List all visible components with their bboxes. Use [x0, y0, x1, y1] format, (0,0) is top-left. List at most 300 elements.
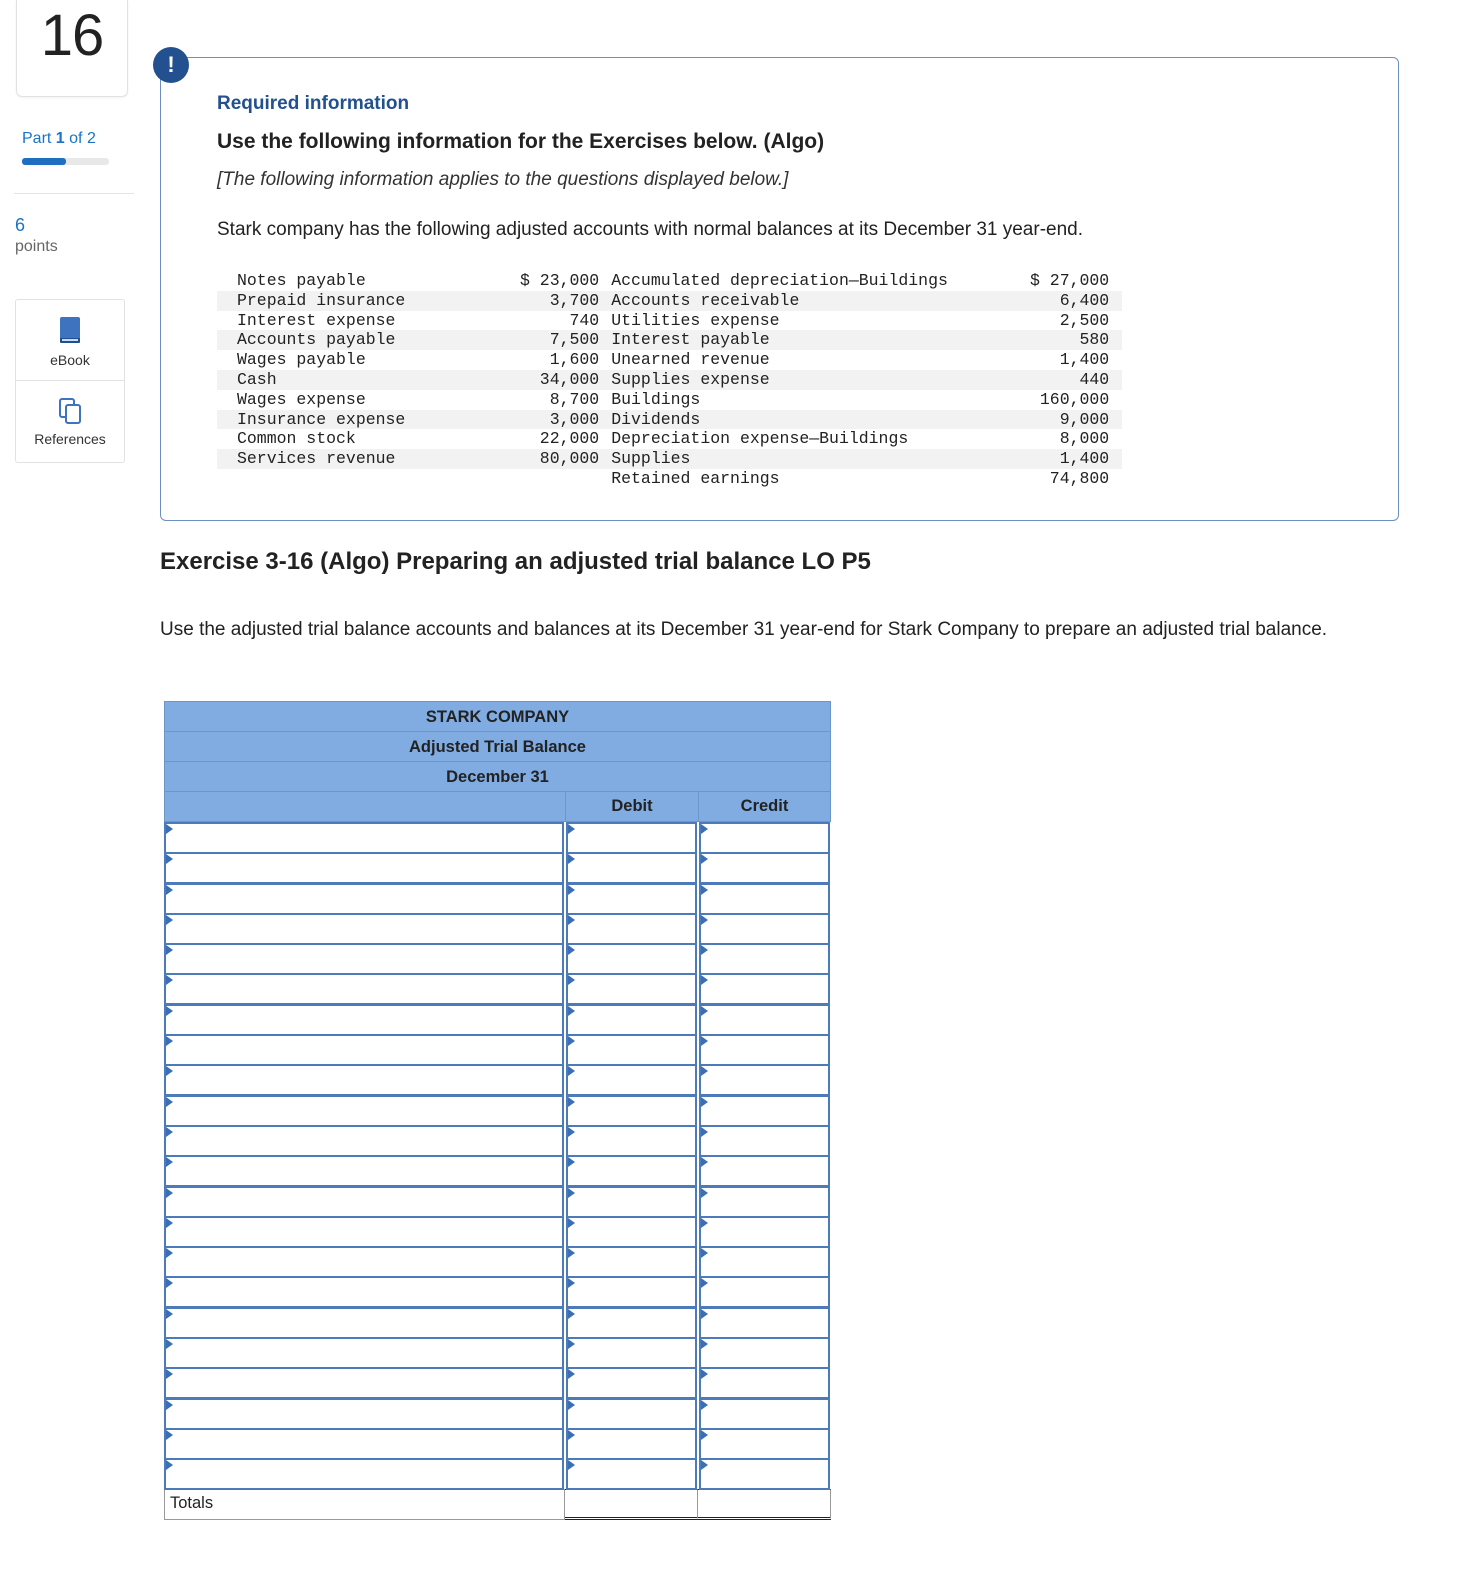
- account-name: Accounts receivable: [611, 291, 981, 311]
- tb-account-cell: [164, 1186, 564, 1218]
- tb-debit-cell: [566, 1246, 697, 1278]
- tb-credit-cell: [699, 1367, 830, 1399]
- dropdown-marker-icon: [166, 1460, 173, 1470]
- account-name: Supplies expense: [611, 370, 981, 390]
- account-amount: $ 23,000: [520, 271, 600, 290]
- account-row: [217, 370, 1122, 390]
- tb-row: [164, 1004, 831, 1034]
- tb-credit-cell: [699, 1155, 830, 1187]
- tb-credit-cell: [699, 1246, 830, 1278]
- tb-debit-cell: [566, 1064, 697, 1096]
- points-value: 6: [15, 215, 26, 235]
- account-amount: 7,500: [520, 330, 611, 350]
- tb-credit-input[interactable]: [709, 1190, 826, 1216]
- tb-debit-cell: [566, 1367, 697, 1399]
- tb-rows: [164, 822, 831, 1489]
- required-info-title: Required information: [217, 93, 410, 114]
- tb-debit-cell: [566, 1095, 697, 1127]
- tb-account-input[interactable]: [174, 1371, 560, 1397]
- tb-debit-input[interactable]: [576, 1341, 693, 1367]
- account-amount: [520, 469, 611, 489]
- tb-credit-input[interactable]: [709, 826, 826, 852]
- ebook-button[interactable]: [16, 300, 124, 381]
- account-name: [217, 469, 520, 489]
- dropdown-marker-icon: [568, 1369, 575, 1379]
- tb-account-cell: [164, 1337, 564, 1369]
- tb-credit-input[interactable]: [709, 887, 826, 913]
- tb-row: [164, 1458, 831, 1488]
- dropdown-marker-icon: [568, 1460, 575, 1470]
- dropdown-marker-icon: [701, 1460, 708, 1470]
- dropdown-marker-icon: [166, 1248, 173, 1258]
- tb-statement: Adjusted Trial Balance: [164, 731, 831, 761]
- account-row: [217, 390, 1122, 410]
- tb-row: [164, 852, 831, 882]
- tb-debit-input[interactable]: [576, 1402, 693, 1428]
- dropdown-marker-icon: [568, 1400, 575, 1410]
- dropdown-marker-icon: [568, 1006, 575, 1016]
- dropdown-marker-icon: [701, 885, 708, 895]
- dropdown-marker-icon: [166, 1006, 173, 1016]
- tb-account-input[interactable]: [174, 1250, 560, 1276]
- tb-row: [164, 1216, 831, 1246]
- tb-row: [164, 1276, 831, 1306]
- account-amount: $ 27,000: [1030, 271, 1110, 290]
- account-name: Common stock: [237, 429, 356, 449]
- tb-debit-cell: [566, 1155, 697, 1187]
- tb-account-cell: [164, 1276, 564, 1308]
- account-row: [217, 469, 1122, 489]
- tb-account-cell: [164, 1458, 564, 1490]
- tb-debit-cell: [566, 1307, 697, 1339]
- account-amount: 3,000: [520, 410, 611, 430]
- dropdown-marker-icon: [701, 1097, 708, 1107]
- part-indicator: [22, 130, 96, 148]
- account-name: Buildings: [611, 389, 701, 409]
- tb-debit-cell: [566, 973, 697, 1005]
- account-name: Prepaid insurance: [217, 291, 520, 311]
- account-name: Supplies: [611, 449, 981, 469]
- dropdown-marker-icon: [701, 854, 708, 864]
- tb-credit-cell: [699, 1125, 830, 1157]
- tb-credit-cell: [699, 1458, 830, 1490]
- tb-account-cell: [164, 1095, 564, 1127]
- account-amount: 440: [981, 370, 1122, 390]
- tb-account-input[interactable]: [174, 1190, 560, 1216]
- tb-row: [164, 1307, 831, 1337]
- tb-account-input[interactable]: [174, 1341, 560, 1367]
- tb-debit-input[interactable]: [576, 947, 693, 973]
- tb-credit-input[interactable]: [709, 1008, 826, 1034]
- tb-credit-cell: [699, 913, 830, 945]
- dropdown-marker-icon: [701, 1400, 708, 1410]
- account-amount: 8,000: [1059, 429, 1110, 449]
- tb-row: [164, 913, 831, 943]
- intro-text: Stark company has the following adjusted accounts with normal balances at its December 31 year-end.: [217, 219, 1084, 240]
- tb-credit-cell: [699, 1216, 830, 1248]
- tb-credit-input[interactable]: [709, 977, 826, 1003]
- tb-account-cell: [164, 913, 564, 945]
- tb-debit-cell: [566, 1428, 697, 1460]
- tb-account-cell: [164, 1155, 564, 1187]
- tb-totals-row: [164, 1489, 831, 1520]
- tb-credit-cell: [699, 1428, 830, 1460]
- account-amount: 1,400: [1059, 350, 1110, 370]
- tb-credit-cell: [699, 1337, 830, 1369]
- dropdown-marker-icon: [166, 915, 173, 925]
- tb-debit-cell: [566, 1004, 697, 1036]
- ebook-label: eBook: [50, 352, 90, 368]
- tb-row: [164, 1428, 831, 1458]
- dropdown-marker-icon: [166, 975, 173, 985]
- account-row: [217, 410, 1122, 430]
- tb-row: [164, 1155, 831, 1185]
- tb-account-input[interactable]: [174, 1129, 560, 1155]
- dropdown-marker-icon: [166, 1218, 173, 1228]
- account-name: Interest payable: [611, 330, 981, 350]
- tb-account-input[interactable]: [174, 977, 560, 1003]
- account-amount: 2,500: [1059, 310, 1110, 330]
- tb-account-cell: [164, 1125, 564, 1157]
- tb-account-cell: [164, 1216, 564, 1248]
- dropdown-marker-icon: [701, 1339, 708, 1349]
- tb-account-cell: [164, 1307, 564, 1339]
- tb-credit-input[interactable]: [709, 1371, 826, 1397]
- tb-account-input[interactable]: [174, 1159, 560, 1185]
- tb-debit-input[interactable]: [576, 856, 693, 882]
- tb-account-input[interactable]: [174, 1099, 560, 1125]
- tb-credit-input[interactable]: [709, 856, 826, 882]
- account-amount: 160,000: [1039, 389, 1110, 409]
- dropdown-marker-icon: [701, 824, 708, 834]
- tb-account-cell: [164, 1428, 564, 1460]
- tb-account-input[interactable]: [174, 887, 560, 913]
- account-amount: 34,000: [520, 370, 611, 390]
- tb-account-cell: [164, 852, 564, 884]
- tb-debit-cell: [566, 1276, 697, 1308]
- tb-credit-input[interactable]: [709, 1280, 826, 1306]
- dropdown-marker-icon: [166, 1127, 173, 1137]
- tb-debit-input[interactable]: [576, 917, 693, 943]
- tb-debit-cell: [566, 1398, 697, 1430]
- tb-date: December 31: [164, 761, 831, 791]
- dropdown-marker-icon: [166, 1369, 173, 1379]
- dropdown-marker-icon: [166, 945, 173, 955]
- tb-account-input[interactable]: [174, 1402, 560, 1428]
- account-amount: 8,700: [549, 389, 600, 409]
- tb-account-cell: [164, 1398, 564, 1430]
- tb-account-input[interactable]: [174, 1008, 560, 1034]
- tb-row: [164, 1367, 831, 1397]
- dropdown-marker-icon: [701, 1309, 708, 1319]
- dropdown-marker-icon: [701, 1188, 708, 1198]
- tb-credit-input[interactable]: [709, 1311, 826, 1337]
- part-of: of 2: [69, 130, 96, 147]
- account-name: Accumulated depreciation—Buildings: [611, 271, 948, 290]
- account-name: Retained earnings: [611, 468, 780, 488]
- account-row: [217, 311, 1122, 331]
- dropdown-marker-icon: [701, 1218, 708, 1228]
- tb-credit-input[interactable]: [709, 947, 826, 973]
- dropdown-marker-icon: [568, 1430, 575, 1440]
- tb-row: [164, 973, 831, 1003]
- tb-debit-cell: [566, 943, 697, 975]
- tb-debit-input[interactable]: [576, 1220, 693, 1246]
- tb-row: [164, 1337, 831, 1367]
- tb-credit-cell: [699, 1398, 830, 1430]
- tb-credit-cell: [699, 1095, 830, 1127]
- dropdown-marker-icon: [166, 1188, 173, 1198]
- tb-debit-input[interactable]: [576, 1129, 693, 1155]
- account-name: Services revenue: [217, 449, 520, 469]
- tb-account-input[interactable]: [174, 1280, 560, 1306]
- account-name: Depreciation expense—Buildings: [611, 429, 909, 449]
- dropdown-marker-icon: [701, 975, 708, 985]
- tb-account-input[interactable]: [174, 947, 560, 973]
- tb-credit-input[interactable]: [709, 1159, 826, 1185]
- tb-column-header: [164, 791, 831, 822]
- dropdown-marker-icon: [166, 1339, 173, 1349]
- tb-credit-input[interactable]: [709, 1432, 826, 1458]
- dropdown-marker-icon: [701, 945, 708, 955]
- tb-account-input[interactable]: [174, 1462, 560, 1488]
- account-name: Wages payable: [237, 350, 366, 370]
- alert-icon: !: [153, 47, 189, 83]
- tb-debit-input[interactable]: [576, 1432, 693, 1458]
- dropdown-marker-icon: [568, 1127, 575, 1137]
- tb-debit-input[interactable]: [576, 1462, 693, 1488]
- tb-total-debit: [565, 1489, 698, 1520]
- account-name: Cash: [217, 370, 520, 390]
- points-label: points: [15, 238, 58, 255]
- tb-credit-cell: [699, 1186, 830, 1218]
- tb-account-input[interactable]: [174, 1311, 560, 1337]
- tb-credit-input[interactable]: [709, 1099, 826, 1125]
- account-amount: 9,000: [981, 410, 1122, 430]
- dropdown-marker-icon: [701, 1127, 708, 1137]
- tb-debit-input[interactable]: [576, 1159, 693, 1185]
- dropdown-marker-icon: [568, 1097, 575, 1107]
- account-amount: 22,000: [539, 429, 600, 449]
- tb-credit-input[interactable]: [709, 1220, 826, 1246]
- dropdown-marker-icon: [166, 1157, 173, 1167]
- references-label: References: [34, 431, 106, 447]
- tb-account-input[interactable]: [174, 1432, 560, 1458]
- tb-credit-cell: [699, 973, 830, 1005]
- account-name: Dividends: [611, 410, 981, 430]
- dropdown-marker-icon: [166, 824, 173, 834]
- account-amount: 740: [569, 310, 600, 330]
- tb-debit-input[interactable]: [576, 1099, 693, 1125]
- tb-debit-input[interactable]: [576, 1311, 693, 1337]
- tb-company: STARK COMPANY: [164, 701, 831, 731]
- tb-debit-cell: [566, 913, 697, 945]
- dropdown-marker-icon: [701, 1248, 708, 1258]
- tb-debit-input[interactable]: [576, 1190, 693, 1216]
- account-row: [217, 429, 1122, 449]
- part-progress-fill: [22, 158, 66, 165]
- dropdown-marker-icon: [166, 1066, 173, 1076]
- dropdown-marker-icon: [701, 1066, 708, 1076]
- tb-account-cell: [164, 1004, 564, 1036]
- dropdown-marker-icon: [701, 1157, 708, 1167]
- dropdown-marker-icon: [166, 1097, 173, 1107]
- tb-row: [164, 883, 831, 913]
- dropdown-marker-icon: [166, 854, 173, 864]
- tb-account-input[interactable]: [174, 917, 560, 943]
- tb-debit-input[interactable]: [576, 1068, 693, 1094]
- account-amount: 80,000: [520, 449, 611, 469]
- account-name: Wages expense: [237, 389, 366, 409]
- tb-account-cell: [164, 1034, 564, 1066]
- accounts-table: [217, 271, 1122, 489]
- account-row: [217, 291, 1122, 311]
- tb-debit-cell: [566, 1186, 697, 1218]
- account-amount: 74,800: [1049, 468, 1110, 488]
- account-row: [217, 330, 1122, 350]
- dropdown-marker-icon: [701, 1278, 708, 1288]
- tb-account-cell: [164, 883, 564, 915]
- applies-note: [The following information applies to the questions displayed below.]: [217, 169, 789, 190]
- account-row: [217, 350, 1122, 370]
- dropdown-marker-icon: [568, 945, 575, 955]
- tb-credit-input[interactable]: [709, 1462, 826, 1488]
- tb-debit-cell: [566, 883, 697, 915]
- tb-credit-cell: [699, 1307, 830, 1339]
- dropdown-marker-icon: [701, 1006, 708, 1016]
- tb-debit-input[interactable]: [576, 887, 693, 913]
- account-row: [217, 449, 1122, 469]
- tb-debit-input[interactable]: [576, 977, 693, 1003]
- tb-totals-label: Totals: [164, 1489, 565, 1520]
- tb-account-cell: [164, 1064, 564, 1096]
- tb-row: [164, 1186, 831, 1216]
- dropdown-marker-icon: [166, 1309, 173, 1319]
- dropdown-marker-icon: [568, 1036, 575, 1046]
- tb-debit-input[interactable]: [576, 1038, 693, 1064]
- tb-debit-input[interactable]: [576, 1250, 693, 1276]
- dropdown-marker-icon: [166, 1430, 173, 1440]
- tb-row: [164, 822, 831, 852]
- account-amount: 6,400: [981, 291, 1122, 311]
- tb-debit-input[interactable]: [576, 1371, 693, 1397]
- dropdown-marker-icon: [568, 1157, 575, 1167]
- dropdown-marker-icon: [568, 1066, 575, 1076]
- dropdown-marker-icon: [568, 1309, 575, 1319]
- tools-panel: [15, 299, 125, 463]
- tb-credit-input[interactable]: [709, 1038, 826, 1064]
- tb-col-account: [165, 792, 566, 821]
- tb-account-input[interactable]: [174, 826, 560, 852]
- exercise-title: Exercise 3-16 (Algo) Preparing an adjusted trial balance LO P5: [160, 548, 871, 575]
- dropdown-marker-icon: [166, 1400, 173, 1410]
- dropdown-marker-icon: [568, 885, 575, 895]
- account-name: Unearned revenue: [611, 350, 770, 370]
- tb-credit-input[interactable]: [709, 1068, 826, 1094]
- tb-col-debit: Debit: [566, 792, 699, 821]
- account-name: Utilities expense: [611, 310, 780, 330]
- exercise-description: Use the adjusted trial balance accounts and balances at its December 31 year-end for Stark Company to prepare an adjusted trial balance.: [160, 619, 1328, 640]
- account-name: Notes payable: [237, 271, 366, 290]
- account-amount: 1,400: [981, 449, 1122, 469]
- tb-account-cell: [164, 1246, 564, 1278]
- tb-credit-input[interactable]: [709, 1341, 826, 1367]
- tb-credit-cell: [699, 943, 830, 975]
- tb-account-input[interactable]: [174, 856, 560, 882]
- tb-row: [164, 1246, 831, 1276]
- dropdown-marker-icon: [568, 824, 575, 834]
- account-amount: 580: [981, 330, 1122, 350]
- account-amount: 3,700: [520, 291, 611, 311]
- tb-debit-cell: [566, 1034, 697, 1066]
- tb-credit-cell: [699, 1004, 830, 1036]
- tb-credit-input[interactable]: [709, 1129, 826, 1155]
- dropdown-marker-icon: [568, 975, 575, 985]
- tb-credit-input[interactable]: [709, 1402, 826, 1428]
- tb-debit-input[interactable]: [576, 1008, 693, 1034]
- dropdown-marker-icon: [701, 1430, 708, 1440]
- tb-credit-cell: [699, 1276, 830, 1308]
- tb-account-input[interactable]: [174, 1038, 560, 1064]
- book-icon: [57, 316, 83, 346]
- tb-credit-cell: [699, 1034, 830, 1066]
- dropdown-marker-icon: [568, 1278, 575, 1288]
- account-name: Insurance expense: [217, 410, 520, 430]
- tb-debit-input[interactable]: [576, 826, 693, 852]
- dropdown-marker-icon: [166, 1278, 173, 1288]
- tb-account-input[interactable]: [174, 1068, 560, 1094]
- tb-account-cell: [164, 1367, 564, 1399]
- dropdown-marker-icon: [166, 885, 173, 895]
- tb-account-cell: [164, 973, 564, 1005]
- tb-account-input[interactable]: [174, 1220, 560, 1246]
- tb-credit-cell: [699, 852, 830, 884]
- tb-debit-cell: [566, 822, 697, 854]
- question-number-box: [16, 0, 128, 97]
- tb-credit-input[interactable]: [709, 1250, 826, 1276]
- tb-debit-input[interactable]: [576, 1280, 693, 1306]
- tb-debit-cell: [566, 1125, 697, 1157]
- tb-credit-input[interactable]: [709, 917, 826, 943]
- tb-account-cell: [164, 822, 564, 854]
- references-button[interactable]: [16, 381, 124, 461]
- use-info-heading: Use the following information for the Exercises below. (Algo): [217, 130, 825, 153]
- dropdown-marker-icon: [701, 915, 708, 925]
- copy-pages-icon: [57, 397, 83, 425]
- trial-balance-form: [164, 701, 831, 1520]
- dropdown-marker-icon: [166, 1036, 173, 1046]
- tb-row: [164, 1125, 831, 1155]
- dropdown-marker-icon: [701, 1369, 708, 1379]
- account-name: Interest expense: [237, 310, 396, 330]
- dropdown-marker-icon: [568, 1339, 575, 1349]
- tb-col-credit: Credit: [740, 797, 789, 815]
- account-name: Accounts payable: [217, 330, 520, 350]
- tb-debit-cell: [566, 852, 697, 884]
- tb-row: [164, 1398, 831, 1428]
- account-amount: 1,600: [549, 350, 600, 370]
- tb-credit-cell: [699, 883, 830, 915]
- tb-debit-cell: [566, 1458, 697, 1490]
- tb-row: [164, 1095, 831, 1125]
- tb-account-cell: [164, 943, 564, 975]
- dropdown-marker-icon: [568, 854, 575, 864]
- dropdown-marker-icon: [568, 1188, 575, 1198]
- tb-total-credit: [698, 1489, 831, 1520]
- tb-debit-cell: [566, 1337, 697, 1369]
- dropdown-marker-icon: [568, 1218, 575, 1228]
- part-word: Part: [22, 130, 52, 147]
